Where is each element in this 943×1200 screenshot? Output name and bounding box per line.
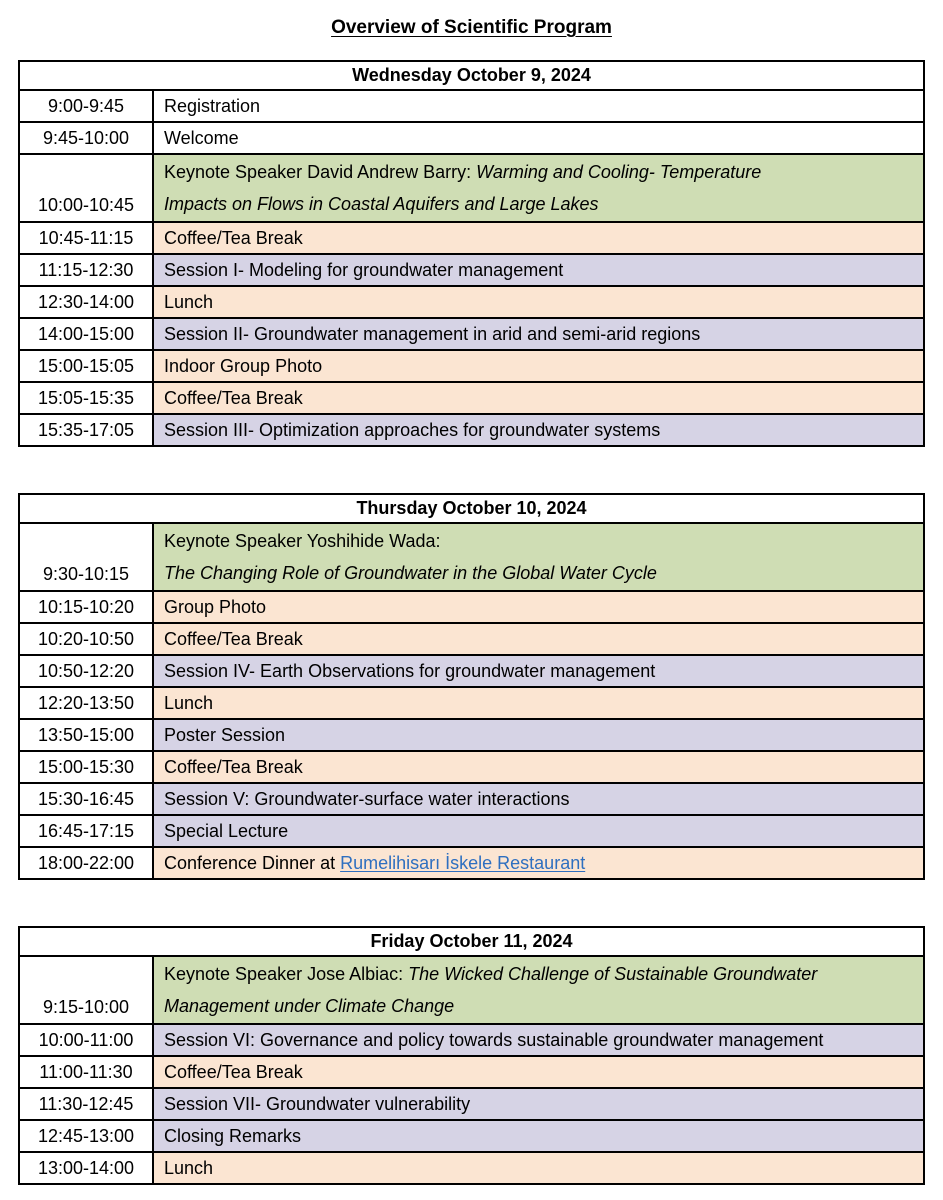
time-cell: 12:45-13:00 [19, 1120, 153, 1152]
event-text: Closing Remarks [164, 1126, 302, 1146]
event-text: Group Photo [164, 597, 267, 617]
event-text: The Wicked Challenge of Sustainable Groundwater [408, 964, 818, 984]
day-header: Wednesday October 9, 2024 [19, 61, 924, 90]
day-header: Friday October 11, 2024 [19, 927, 924, 956]
event-cell [153, 687, 924, 719]
event-cell [153, 847, 924, 879]
program-table [18, 926, 925, 1185]
table-row [19, 318, 924, 350]
event-cell [153, 956, 924, 1024]
table-row [19, 1120, 924, 1152]
time-cell: 9:30-10:15 [19, 523, 153, 591]
time-cell: 10:00-10:45 [19, 154, 153, 222]
event-text: Lunch [164, 292, 214, 312]
event-cell [153, 719, 924, 751]
table-row [19, 815, 924, 847]
event-text: Indoor Group Photo [164, 356, 323, 376]
time-cell: 12:20-13:50 [19, 687, 153, 719]
time-cell: 11:00-11:30 [19, 1056, 153, 1088]
event-text: Session VI: Governance and policy towards sustainable groundwater management [164, 1030, 824, 1050]
time-cell: 18:00-22:00 [19, 847, 153, 879]
day-header: Thursday October 10, 2024 [19, 494, 924, 523]
table-row [19, 783, 924, 815]
event-text: Registration [164, 96, 261, 116]
day-header-row [19, 494, 924, 523]
time-cell: 10:50-12:20 [19, 655, 153, 687]
table-row [19, 591, 924, 623]
time-cell: 11:30-12:45 [19, 1088, 153, 1120]
event-text: Coffee/Tea Break [164, 1062, 303, 1082]
time-cell: 13:50-15:00 [19, 719, 153, 751]
table-row [19, 254, 924, 286]
event-text: Session II- Groundwater management in arid and semi-arid regions [164, 324, 701, 344]
day-header-row [19, 927, 924, 956]
event-text: Conference Dinner at [164, 853, 341, 873]
table-row [19, 751, 924, 783]
table-row [19, 154, 924, 222]
event-text: Coffee/Tea Break [164, 757, 303, 777]
table-row [19, 414, 924, 446]
event-cell [153, 382, 924, 414]
time-cell: 15:30-16:45 [19, 783, 153, 815]
day-header-row [19, 61, 924, 90]
table-row [19, 687, 924, 719]
event-cell [153, 350, 924, 382]
table-row [19, 90, 924, 122]
event-cell [153, 623, 924, 655]
event-cell [153, 1152, 924, 1184]
table-row [19, 523, 924, 591]
event-cell [153, 1088, 924, 1120]
table-row [19, 1152, 924, 1184]
time-cell: 9:00-9:45 [19, 90, 153, 122]
event-text: Session IV- Earth Observations for groundwater management [164, 661, 656, 681]
table-row [19, 1056, 924, 1088]
table-row [19, 956, 924, 1024]
event-text: Session VII- Groundwater vulnerability [164, 1094, 471, 1114]
event-text: Lunch [164, 693, 214, 713]
table-row [19, 382, 924, 414]
restaurant-link[interactable]: Rumelihisarı İskele Restaurant [340, 853, 586, 873]
event-cell [153, 90, 924, 122]
time-cell: 12:30-14:00 [19, 286, 153, 318]
time-cell: 16:45-17:15 [19, 815, 153, 847]
page-title: Overview of Scientific Program [331, 17, 612, 38]
event-text: Lunch [164, 1158, 214, 1178]
event-text: Keynote Speaker David Andrew Barry: [164, 162, 477, 182]
event-cell [153, 222, 924, 254]
event-text: Coffee/Tea Break [164, 629, 303, 649]
event-cell [153, 815, 924, 847]
event-cell [153, 1024, 924, 1056]
table-row [19, 1088, 924, 1120]
event-text: Session III- Optimization approaches for groundwater systems [164, 420, 661, 440]
table-row [19, 222, 924, 254]
event-cell [153, 286, 924, 318]
event-text: Management under Climate Change [164, 996, 455, 1016]
event-text: Special Lecture [164, 821, 289, 841]
time-cell: 10:45-11:15 [19, 222, 153, 254]
event-text: Poster Session [164, 725, 286, 745]
time-cell: 14:00-15:00 [19, 318, 153, 350]
event-text: Coffee/Tea Break [164, 388, 303, 408]
event-text: Keynote Speaker Jose Albiac: [164, 964, 409, 984]
time-cell: 15:00-15:30 [19, 751, 153, 783]
time-cell: 9:45-10:00 [19, 122, 153, 154]
time-cell: 10:00-11:00 [19, 1024, 153, 1056]
time-cell: 15:00-15:05 [19, 350, 153, 382]
time-cell: 10:15-10:20 [19, 591, 153, 623]
table-row [19, 719, 924, 751]
event-cell [153, 254, 924, 286]
table-row [19, 286, 924, 318]
table-row [19, 655, 924, 687]
event-cell [153, 783, 924, 815]
event-cell [153, 591, 924, 623]
event-cell [153, 523, 924, 591]
table-row [19, 350, 924, 382]
event-text: Session I- Modeling for groundwater management [164, 260, 564, 280]
event-cell [153, 154, 924, 222]
event-text: Welcome [164, 128, 239, 148]
event-cell [153, 122, 924, 154]
event-text: The Changing Role of Groundwater in the Global Water Cycle [164, 563, 657, 583]
program-tables [18, 60, 925, 1185]
time-cell: 11:15-12:30 [19, 254, 153, 286]
event-cell [153, 1056, 924, 1088]
program-table [18, 493, 925, 880]
event-text: Keynote Speaker Yoshihide Wada: [164, 531, 441, 551]
event-cell [153, 1120, 924, 1152]
table-row [19, 122, 924, 154]
event-text: Impacts on Flows in Coastal Aquifers and Large Lakes [164, 194, 599, 214]
event-cell [153, 751, 924, 783]
table-row [19, 1024, 924, 1056]
event-text: Warming and Cooling- Temperature [476, 162, 762, 182]
time-cell: 10:20-10:50 [19, 623, 153, 655]
time-cell: 15:35-17:05 [19, 414, 153, 446]
event-cell [153, 318, 924, 350]
table-row [19, 623, 924, 655]
time-cell: 13:00-14:00 [19, 1152, 153, 1184]
program-table [18, 60, 925, 447]
time-cell: 15:05-15:35 [19, 382, 153, 414]
event-cell [153, 414, 924, 446]
event-text: Coffee/Tea Break [164, 228, 303, 248]
event-cell [153, 655, 924, 687]
event-text: Session V: Groundwater-surface water interactions [164, 789, 570, 809]
time-cell: 9:15-10:00 [19, 956, 153, 1024]
table-row [19, 847, 924, 879]
